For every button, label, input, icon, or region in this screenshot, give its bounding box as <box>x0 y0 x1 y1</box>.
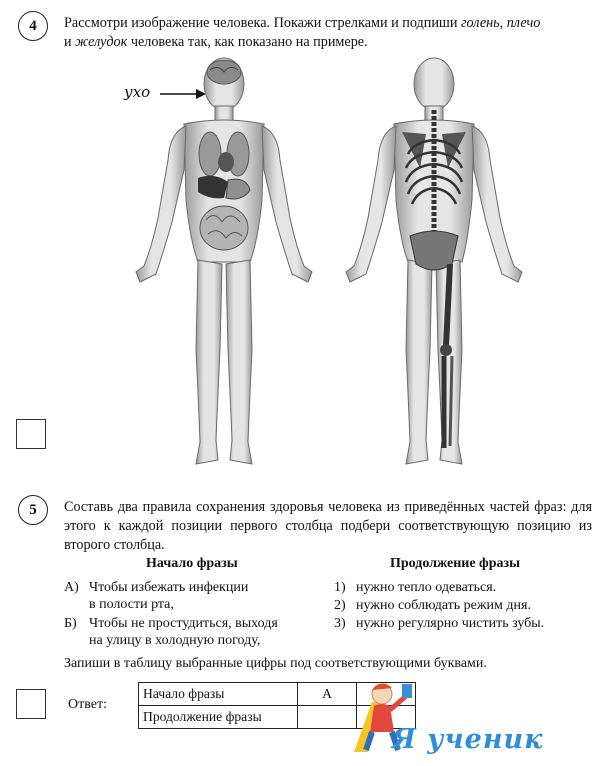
human-body-front-illustration <box>118 50 330 480</box>
column-header-phrase-continuation: Продолжение фразы <box>390 556 521 571</box>
option-a-line1: Чтобы избежать инфекции <box>89 580 249 595</box>
task-4-line2-start: и <box>64 34 76 50</box>
option-3-num: 3) <box>334 616 346 631</box>
task-4-text <box>64 14 594 52</box>
task-5-intro: Составь два правила сохранения здоровья человека из приведённых частей фраз: для этого к каждой позиции первого столбца подбери соответствующую позицию из второго столбца. <box>64 499 592 553</box>
task-4-text-end: человека так, как показано на примере. <box>127 34 368 50</box>
term-shoulder: плечо <box>506 15 541 31</box>
answer-table-row1-label: Начало фразы <box>139 683 298 706</box>
task-4-sep: , <box>499 15 507 31</box>
answer-table-header-a: А <box>298 683 357 706</box>
example-label-ear: ухо <box>124 83 151 101</box>
answer-table-row2-label: Продолжение фразы <box>139 706 298 729</box>
human-body-back-skeleton-illustration <box>330 50 542 480</box>
term-shin: голень <box>461 15 500 31</box>
option-1-text: нужно тепло одеваться. <box>356 580 497 595</box>
watermark-text: Я ученик <box>392 724 544 755</box>
task-4-score-box[interactable] <box>16 419 46 449</box>
answer-label: Ответ: <box>68 697 107 712</box>
task-4-text-start: Рассмотри изображение человека. Покажи стрелками и подпиши <box>64 15 461 31</box>
option-2-num: 2) <box>334 598 346 613</box>
column-header-phrase-start: Начало фразы <box>146 556 238 571</box>
task-4-number: 4 <box>18 11 48 41</box>
task-5-number: 5 <box>18 495 48 525</box>
term-stomach: желудок <box>75 34 128 50</box>
option-2-text: нужно соблюдать режим дня. <box>356 598 531 613</box>
option-a-line2: в полости рта, <box>89 597 174 612</box>
option-b-line2: на улицу в холодную погоду, <box>89 633 261 648</box>
table-instruction: Запиши в таблицу выбранные цифры под соответствующими буквами. <box>64 656 487 671</box>
option-b-letter: Б) <box>64 616 77 631</box>
option-a-letter: А) <box>64 580 79 595</box>
option-b-line1: Чтобы не простудиться, выходя <box>89 616 278 631</box>
task-5-score-box[interactable] <box>16 689 46 719</box>
option-3-text: нужно регулярно чистить зубы. <box>356 616 545 631</box>
option-1-num: 1) <box>334 580 346 595</box>
